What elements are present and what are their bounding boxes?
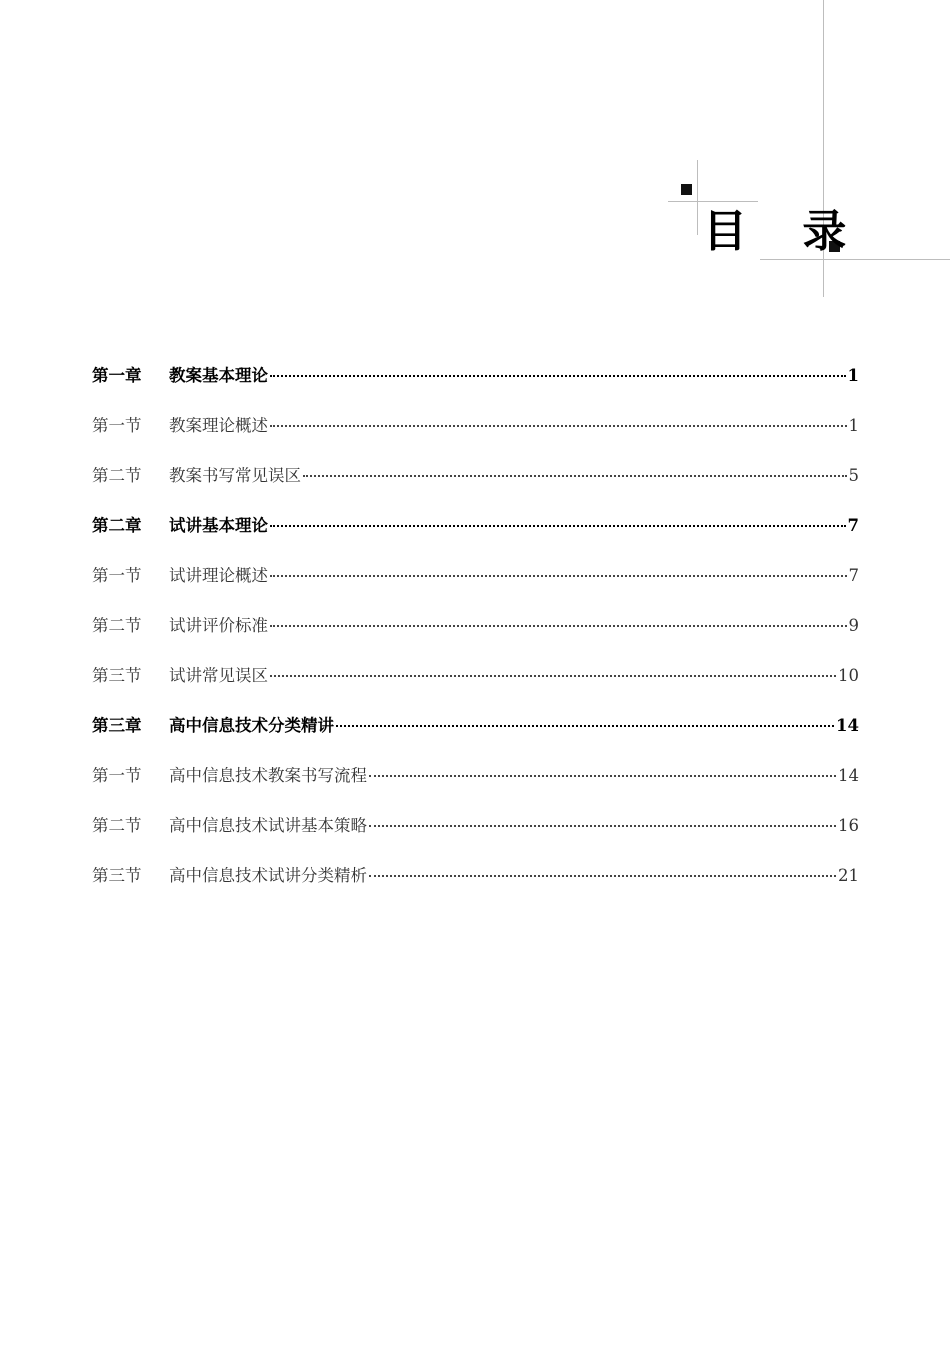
toc-entry-text: 高中信息技术分类精讲	[169, 716, 334, 735]
dot-leader	[336, 725, 834, 727]
dot-leader	[270, 625, 847, 627]
toc-entry-text: 高中信息技术试讲基本策略	[169, 816, 367, 835]
square-bullet-icon	[681, 184, 692, 195]
toc-entry-page: 14	[836, 716, 859, 735]
toc-entry-page: 14	[838, 766, 859, 785]
toc-entry-text: 高中信息技术试讲分类精析	[169, 866, 367, 885]
ornament-vertical-line-short	[697, 160, 698, 235]
toc-entry-text: 教案理论概述	[169, 416, 268, 435]
toc-entry-page: 9	[848, 616, 859, 635]
toc-entry[interactable]	[92, 662, 859, 712]
toc-entry[interactable]	[92, 412, 859, 462]
toc-entry-label: 第三节	[92, 866, 142, 885]
toc-entry[interactable]	[92, 462, 859, 512]
toc-entry-label: 第二节	[92, 816, 142, 835]
dot-leader	[369, 775, 836, 777]
dot-leader	[303, 475, 847, 477]
toc-entry-page: 10	[838, 666, 859, 685]
toc-entry-page: 5	[848, 466, 859, 485]
toc-entry-label: 第二章	[92, 516, 142, 535]
table-of-contents	[92, 362, 859, 912]
toc-entry-page: 1	[847, 366, 859, 385]
toc-entry-label: 第一章	[92, 366, 142, 385]
toc-entry-text: 试讲理论概述	[169, 566, 268, 585]
dot-leader	[270, 375, 846, 377]
toc-entry-text: 试讲基本理论	[169, 516, 268, 535]
toc-entry[interactable]	[92, 362, 859, 412]
dot-leader	[270, 575, 847, 577]
toc-entry[interactable]	[92, 862, 859, 912]
toc-entry[interactable]	[92, 712, 859, 762]
dot-leader	[369, 875, 836, 877]
toc-entry[interactable]	[92, 512, 859, 562]
toc-entry-page: 7	[847, 516, 859, 535]
toc-entry-page: 7	[848, 566, 859, 585]
toc-entry-page: 21	[838, 866, 859, 885]
dot-leader	[270, 425, 847, 427]
toc-entry[interactable]	[92, 562, 859, 612]
dot-leader	[270, 525, 846, 527]
toc-entry-label: 第二节	[92, 466, 142, 485]
toc-entry-label: 第三节	[92, 666, 142, 685]
dot-leader	[369, 825, 836, 827]
dot-leader	[270, 675, 836, 677]
toc-entry-text: 试讲常见误区	[169, 666, 268, 685]
toc-entry-text: 高中信息技术教案书写流程	[169, 766, 367, 785]
toc-entry[interactable]	[92, 612, 859, 662]
toc-entry-text: 教案基本理论	[169, 366, 268, 385]
toc-entry-label: 第一节	[92, 566, 142, 585]
toc-entry-page: 16	[838, 816, 859, 835]
toc-entry-label: 第二节	[92, 616, 142, 635]
toc-entry-label: 第三章	[92, 716, 142, 735]
toc-entry-label: 第一节	[92, 416, 142, 435]
toc-entry-label: 第一节	[92, 766, 142, 785]
toc-entry-text: 试讲评价标准	[169, 616, 268, 635]
toc-entry-page: 1	[848, 416, 859, 435]
page-title: 目 录	[703, 206, 867, 257]
toc-entry[interactable]	[92, 762, 859, 812]
toc-entry[interactable]	[92, 812, 859, 862]
toc-entry-text: 教案书写常见误区	[169, 466, 301, 485]
